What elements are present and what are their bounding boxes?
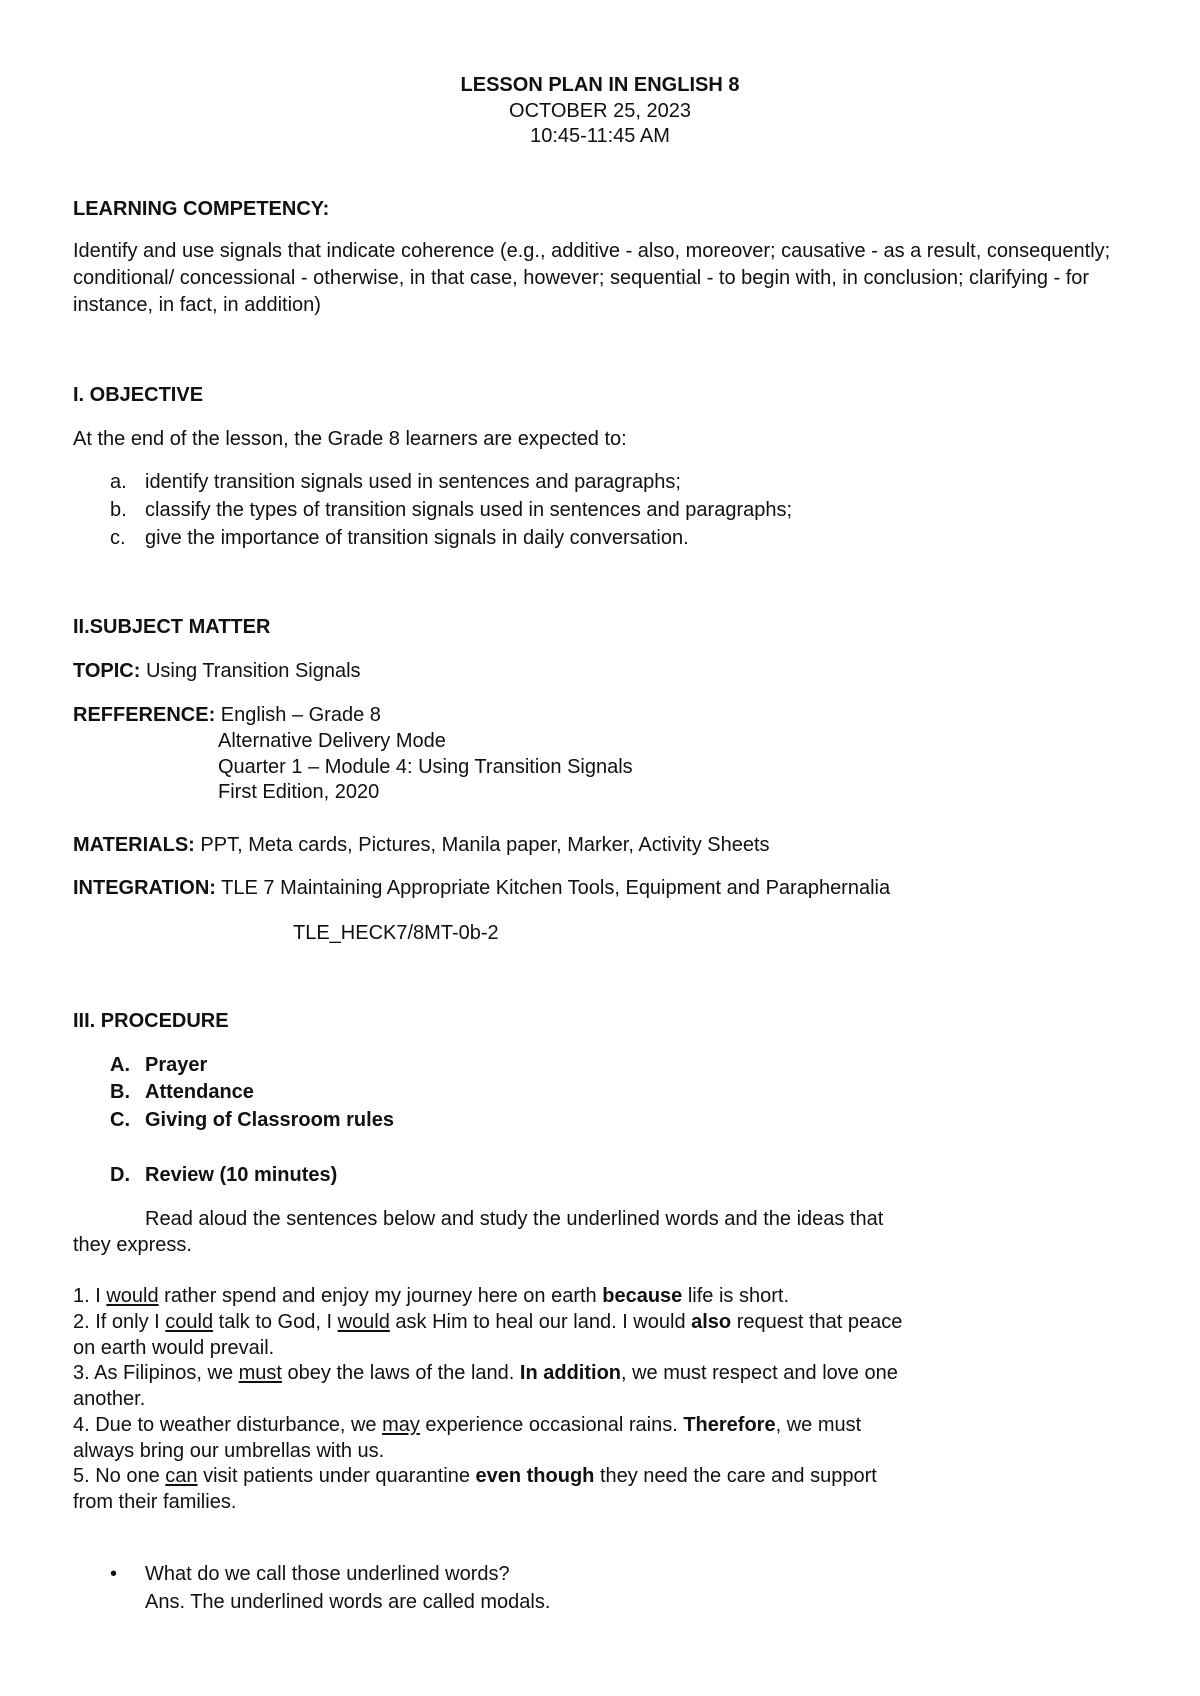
competency-text: Identify and use signals that indicate coherence (e.g., additive - also, moreover; causative - as a result, consequently; conditional/ concessional - otherwise, in that case, however; sequential - to begin with, in conclusion; clarifying - for instance, in fact, in addition) [73,240,1111,316]
sentence-text: 1. I [73,1285,107,1307]
sentence-text: life is short. [682,1285,789,1307]
topic-label: TOPIC: [73,660,141,682]
topic-row [73,658,361,684]
step-marker-c: C. [110,1109,130,1131]
transition-word: even though [475,1465,595,1487]
sentence-text: visit patients under quarantine [197,1465,476,1487]
document-title: LESSON PLAN IN ENGLISH 8 [460,74,740,96]
reference-line-2: Alternative Delivery Mode [218,730,446,752]
review-instruction-line-1: Read aloud the sentences below and study the underlined words and the ideas that [145,1208,884,1230]
step-classroom-rules: Giving of Classroom rules [145,1109,394,1131]
reference-label: REFFERENCE: [73,704,216,726]
transition-word: because [602,1285,683,1307]
sentence-3-line-1 [73,1360,898,1386]
integration-value: TLE 7 Maintaining Appropriate Kitchen Tools, Equipment and Paraphernalia [221,877,891,899]
sentence-text: 4. Due to weather disturbance, we [73,1414,383,1436]
document-date: OCTOBER 25, 2023 [509,100,691,122]
sentence-text: , we must [775,1414,862,1436]
sentence-text: experience occasional rains. [419,1414,684,1436]
bullet-icon: • [110,1563,118,1585]
materials-row [73,832,770,858]
reference-row [73,702,381,728]
reference-line-1: English – Grade 8 [220,704,381,726]
step-marker-d: D. [110,1164,130,1186]
materials-label: MATERIALS: [73,834,195,856]
modal-word: can [165,1465,198,1487]
step-prayer: Prayer [145,1054,208,1076]
sentence-text: talk to God, I [213,1311,338,1333]
sentence-text: rather spend and enjoy my journey here on earth [158,1285,603,1307]
sentence-4-line-2: always bring our umbrellas with us. [73,1440,385,1462]
objective-item-c: give the importance of transition signals in daily conversation. [145,527,689,549]
procedure-heading: III. PROCEDURE [73,1010,229,1032]
step-marker-a: A. [110,1054,130,1076]
modal-word: may [382,1414,420,1436]
step-attendance: Attendance [145,1081,254,1103]
subject-matter-heading: II.SUBJECT MATTER [73,616,271,638]
modal-word: must [238,1362,282,1384]
modal-word: would [337,1311,390,1333]
reference-line-4: First Edition, 2020 [218,781,380,803]
sentence-text: they need the care and support [594,1465,877,1487]
sentence-text: obey the laws of the land. [281,1362,520,1384]
sentence-1 [73,1283,789,1309]
sentence-5-line-1 [73,1463,877,1489]
objective-marker-a: a. [110,471,127,493]
transition-word: also [691,1311,732,1333]
review-instruction-line-2: they express. [73,1234,192,1256]
materials-value: PPT, Meta cards, Pictures, Manila paper, Marker, Activity Sheets [200,834,770,856]
topic-value: Using Transition Signals [145,660,361,682]
objective-item-a: identify transition signals used in sentences and paragraphs; [145,471,681,493]
sentence-2-line-1 [73,1309,902,1335]
sentence-2-line-2: on earth would prevail. [73,1337,275,1359]
review-answer: Ans. The underlined words are called modals. [145,1591,551,1613]
sentence-text: 5. No one [73,1465,166,1487]
step-marker-b: B. [110,1081,130,1103]
integration-row [73,875,890,901]
sentence-text: ask Him to heal our land. I would [389,1311,692,1333]
transition-word: Therefore [683,1414,776,1436]
sentence-text: request that peace [731,1311,903,1333]
sentence-3-line-2: another. [73,1388,146,1410]
objective-marker-b: b. [110,499,127,521]
sentence-4-line-1 [73,1412,861,1438]
objective-intro: At the end of the lesson, the Grade 8 learners are expected to: [73,428,627,450]
integration-label: INTEGRATION: [73,877,216,899]
integration-code: TLE_HECK7/8MT-0b-2 [293,922,499,944]
sentence-5-line-2: from their families. [73,1491,237,1513]
document-time: 10:45-11:45 AM [530,125,670,147]
modal-word: would [106,1285,159,1307]
reference-line-3: Quarter 1 – Module 4: Using Transition Signals [218,756,633,778]
competency-heading: LEARNING COMPETENCY: [73,198,330,220]
review-question: What do we call those underlined words? [145,1563,510,1585]
objective-item-b: classify the types of transition signals used in sentences and paragraphs; [145,499,793,521]
objective-marker-c: c. [110,527,126,549]
sentence-text: 3. As Filipinos, we [73,1362,239,1384]
sentence-text: 2. If only I [73,1311,166,1333]
transition-word: In addition [519,1362,621,1384]
sentence-text: , we must respect and love one [621,1362,898,1384]
modal-word: could [165,1311,214,1333]
step-review: Review (10 minutes) [145,1164,338,1186]
objective-heading: I. OBJECTIVE [73,384,204,406]
